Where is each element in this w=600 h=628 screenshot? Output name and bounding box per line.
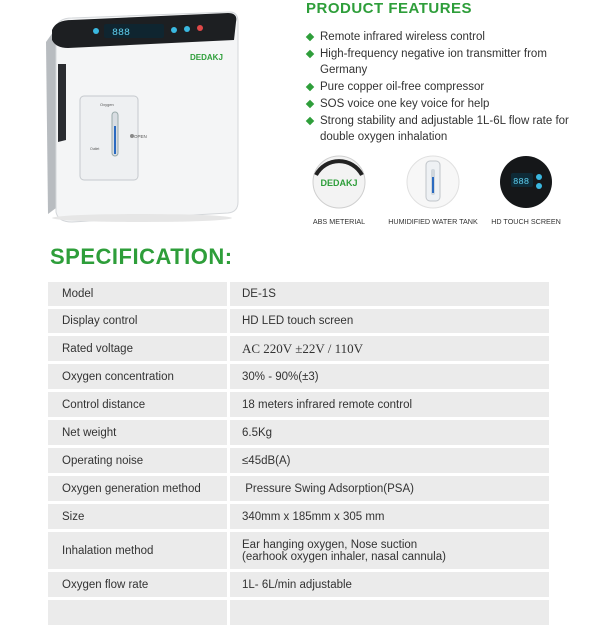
table-row xyxy=(48,282,549,306)
water-tank-icon xyxy=(406,155,460,209)
device-panel-label-3: OPEN xyxy=(134,134,147,139)
table-row xyxy=(48,600,549,625)
thumbnail-label: HD TOUCH SCREEN xyxy=(491,217,561,226)
spec-value: Pressure Swing Adsorption(PSA) xyxy=(230,476,549,501)
table-row xyxy=(48,364,549,389)
table-row xyxy=(48,309,549,333)
feature-item: Remote infrared wireless control xyxy=(306,29,596,45)
diamond-bullet-icon xyxy=(306,33,314,41)
table-row xyxy=(48,336,549,361)
feature-item: Pure copper oil-free compressor xyxy=(306,79,596,95)
spec-value: 340mm x 185mm x 305 mm xyxy=(230,504,549,529)
table-row xyxy=(48,504,549,529)
feature-item: SOS voice one key voice for help xyxy=(306,96,596,112)
feature-item: High-frequency negative ion transmitter from Germany xyxy=(306,46,596,78)
oxygen-concentrator-image xyxy=(42,8,242,223)
spec-label xyxy=(48,600,230,625)
feature-item: Strong stability and adjustable 1L-6L flow rate for double oxygen inhalation xyxy=(306,113,596,145)
device-panel-label-2: Outlet xyxy=(90,147,100,151)
diamond-bullet-icon xyxy=(306,117,314,125)
diamond-bullet-icon xyxy=(306,100,314,108)
spec-value xyxy=(230,600,549,625)
thumb-brand-text: DEDAKJ xyxy=(320,178,358,188)
table-row xyxy=(48,532,549,569)
specification-title: SPECIFICATION: xyxy=(50,244,233,269)
spec-value: 1L- 6L/min adjustable xyxy=(230,572,549,597)
features-title: PRODUCT FEATURES xyxy=(306,0,473,17)
spec-value: AC 220V ±22V / 110V xyxy=(230,336,549,361)
spec-label: Model xyxy=(48,282,230,306)
spec-label: Size xyxy=(48,504,230,529)
spec-value: HD LED touch screen xyxy=(230,309,549,333)
spec-label: Oxygen flow rate xyxy=(48,572,230,597)
thumbnail-label: ABS METERIAL xyxy=(312,217,366,226)
table-row xyxy=(48,572,549,597)
touch-screen-icon xyxy=(499,155,553,209)
spec-value: 30% - 90%(±3) xyxy=(230,364,549,389)
spec-label: Inhalation method xyxy=(48,532,230,569)
device-brand-label: DEDAKJ xyxy=(190,53,223,62)
specification-table xyxy=(48,279,549,628)
spec-label: Display control xyxy=(48,309,230,333)
thumb-screen-readout: 888 xyxy=(513,177,530,187)
spec-value: 6.5Kg xyxy=(230,420,549,445)
thumbnail-label: HUMIDIFIED WATER TANK xyxy=(388,217,478,226)
diamond-bullet-icon xyxy=(306,83,314,91)
table-row xyxy=(48,392,549,417)
spec-value-multiline xyxy=(230,532,549,569)
brand-logo-icon xyxy=(312,155,366,209)
features-list xyxy=(306,29,596,146)
table-row xyxy=(48,420,549,445)
diamond-bullet-icon xyxy=(306,50,314,58)
device-screen-readout: 888 xyxy=(112,28,131,39)
spec-label: Oxygen generation method xyxy=(48,476,230,501)
spec-value-line: (earhook oxygen inhaler, nasal cannula) xyxy=(242,550,446,563)
spec-label: Oxygen concentration xyxy=(48,364,230,389)
spec-value: DE-1S xyxy=(230,282,549,306)
spec-label: Rated voltage xyxy=(48,336,230,361)
spec-value-line: Ear hanging oxygen, Nose suction xyxy=(242,538,418,551)
spec-value: 18 meters infrared remote control xyxy=(230,392,549,417)
table-row xyxy=(48,448,549,473)
spec-label: Net weight xyxy=(48,420,230,445)
spec-label: Control distance xyxy=(48,392,230,417)
device-panel-label: Oxygen xyxy=(100,102,114,107)
spec-value: ≤45dB(A) xyxy=(230,448,549,473)
spec-label: Operating noise xyxy=(48,448,230,473)
table-row xyxy=(48,476,549,501)
